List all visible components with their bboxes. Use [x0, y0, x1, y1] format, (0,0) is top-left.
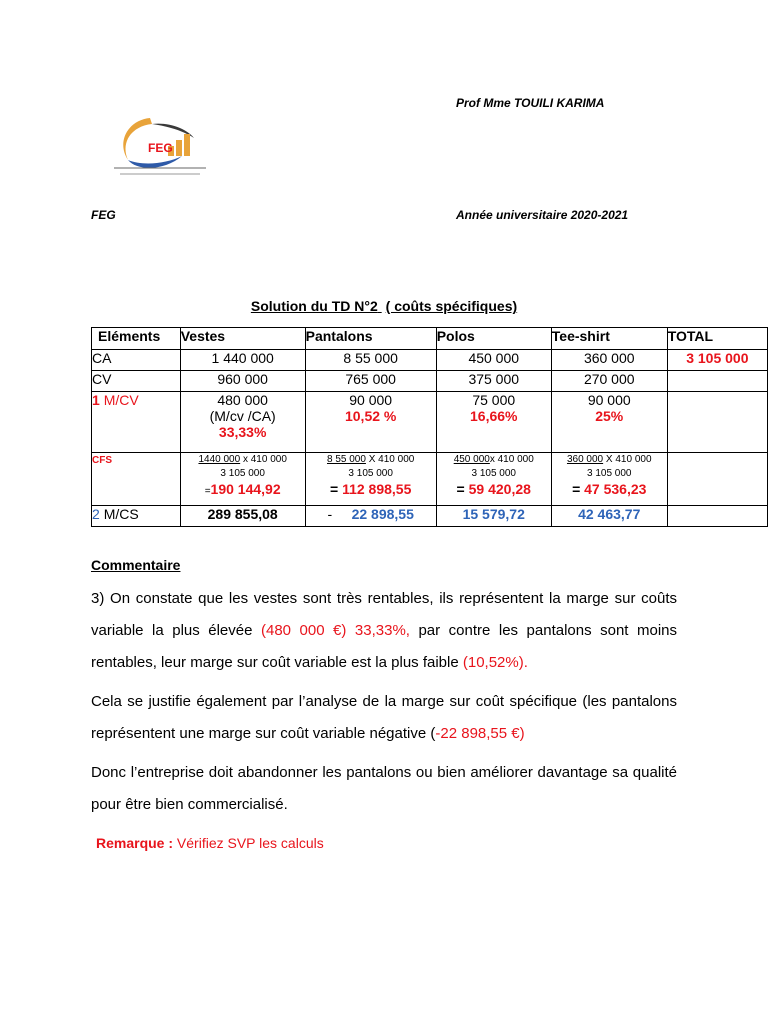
mcv-rate: 25%	[595, 408, 624, 424]
table-cell	[551, 453, 667, 506]
para-highlight: (10,52%).	[462, 654, 528, 671]
cfs-prefix: =	[456, 481, 469, 497]
mcv-rate: 10,52 %	[344, 408, 397, 424]
remark-text: Vérifiez SVP les calculs	[173, 835, 324, 851]
cfs-prefix: =	[572, 481, 585, 497]
cfs-numerator	[552, 453, 667, 467]
mcv-value: 75 000	[472, 392, 516, 408]
logo-graphic	[110, 112, 210, 178]
table-cell	[305, 453, 436, 506]
table-row-cv	[92, 371, 768, 392]
professor-name: Prof Mme TOUILI KARIMA	[456, 96, 605, 110]
title-sub: ( coûts spécifiques)	[385, 298, 518, 314]
page-title	[0, 298, 768, 314]
cfs-num-left: 360 000	[566, 454, 604, 465]
header-cell: Vestes	[180, 328, 305, 350]
cfs-value: 59 420,28	[468, 481, 531, 497]
row-label: CA	[92, 350, 181, 371]
row-number: 2	[92, 506, 100, 522]
cfs-denominator: 3 105 000	[471, 468, 516, 479]
cfs-value: 47 536,23	[584, 481, 647, 497]
commentary-heading: Commentaire	[91, 557, 181, 573]
mcv-value: 90 000	[349, 392, 393, 408]
cfs-denominator: 3 105 000	[348, 468, 393, 479]
cfs-numerator	[181, 453, 305, 467]
cfs-num-sep: x 410 000	[242, 454, 287, 465]
table-row-ca	[92, 350, 768, 371]
para-text: 3) On constate que les vestes sont très rentables, ils représentent la marge sur coûts variable la plus élevée	[91, 590, 677, 639]
commentary-paragraph-3: Donc l’entreprise doit abandonner les pantalons ou bien améliorer davantage sa qualité pour être bien commercialisé.	[91, 764, 677, 813]
table-cell: 960 000	[180, 371, 305, 392]
table-cell: 375 000	[436, 371, 551, 392]
para-highlight: (480 000 €) 33,33%,	[260, 622, 410, 639]
table-cell	[667, 453, 767, 506]
cfs-value: 112 898,55	[342, 481, 412, 497]
academic-year: Année universitaire 2020-2021	[456, 208, 629, 222]
mcv-rate: 16,66%	[470, 408, 518, 424]
mcs-value: 22 898,55	[351, 506, 414, 522]
table-cell	[180, 453, 305, 506]
table-row-mcv	[92, 392, 768, 453]
cfs-num-sep: X 410 000	[605, 454, 652, 465]
commentary-paragraph-1	[91, 583, 677, 679]
total-cell: 3 105 000	[667, 350, 767, 371]
remark-label: Remarque :	[96, 835, 174, 851]
cfs-denominator: 3 105 000	[587, 468, 632, 479]
table-cell: 42 463,77	[551, 506, 667, 527]
minus-sign: -	[327, 506, 333, 522]
header-cell: Polos	[436, 328, 551, 350]
cfs-num-left: 450 000	[453, 454, 490, 465]
table-cell: 15 579,72	[436, 506, 551, 527]
table-cell	[551, 392, 667, 453]
remark	[96, 835, 324, 851]
row-number: 1	[92, 392, 100, 408]
cfs-denominator: 3 105 000	[220, 468, 265, 479]
table-header-row	[92, 328, 768, 350]
title-main: Solution du TD N°2	[250, 298, 378, 314]
mcv-value: 90 000	[587, 392, 631, 408]
table-cell: 360 000	[551, 350, 667, 371]
row-label: CV	[92, 371, 181, 392]
header-cell: Tee-shirt	[551, 328, 667, 350]
cfs-result	[181, 481, 305, 497]
mcv-formula: (M/cv /CA)	[209, 408, 276, 424]
table-cell	[436, 392, 551, 453]
table-cell: 765 000	[305, 371, 436, 392]
header-cell: TOTAL	[667, 328, 767, 350]
table-cell	[305, 506, 436, 527]
table-row-mcs	[92, 506, 768, 527]
mcv-rate: 33,33%	[218, 424, 267, 440]
table-cell	[305, 392, 436, 453]
para-text: Cela se justifie également par l’analyse de la marge sur coût spécifique (les pantalons représentent une marge sur coût variable négative (	[91, 693, 677, 742]
table-cell	[436, 453, 551, 506]
row-label: CFS	[92, 453, 181, 506]
institution-label: FEG	[91, 208, 116, 222]
table-cell: 1 440 000	[180, 350, 305, 371]
table-cell: 270 000	[551, 371, 667, 392]
feg-logo	[110, 112, 210, 178]
table-cell	[667, 506, 767, 527]
row-label	[92, 506, 181, 527]
cfs-numerator	[437, 453, 551, 467]
row-label	[92, 392, 181, 453]
cfs-num-sep: X 410 000	[368, 454, 415, 465]
row-label-text: M/CS	[103, 506, 139, 522]
table-cell	[667, 371, 767, 392]
table-cell	[667, 392, 767, 453]
cfs-numerator	[306, 453, 436, 467]
cfs-result	[437, 481, 551, 497]
cfs-value: 190 144,92	[210, 481, 281, 497]
para-text: par contre les pantalons sont moins rentables, leur marge sur coût variable est la plus faible	[91, 622, 677, 671]
mcv-value: 480 000	[217, 392, 268, 408]
header-cell: Pantalons	[305, 328, 436, 350]
header-cell: Eléments	[92, 328, 181, 350]
logo-text: FEG	[148, 141, 173, 155]
table-cell: 8 55 000	[305, 350, 436, 371]
para-highlight: -22 898,55 €)	[435, 725, 525, 742]
cfs-result	[552, 481, 667, 497]
cfs-num-sep: x 410 000	[489, 454, 534, 465]
table-row-cfs	[92, 453, 768, 506]
row-label-text: M/CV	[103, 392, 139, 408]
cfs-result	[306, 481, 436, 497]
cost-table	[91, 327, 768, 527]
cfs-prefix: =	[329, 481, 343, 497]
table-cell: 450 000	[436, 350, 551, 371]
table-cell	[180, 392, 305, 453]
table-cell: 289 855,08	[180, 506, 305, 527]
commentary-paragraph-2	[91, 686, 677, 750]
cfs-num-left: 1440 000	[198, 454, 241, 465]
cfs-num-left: 8 55 000	[327, 454, 366, 465]
cfs-prefix: =	[204, 486, 211, 497]
